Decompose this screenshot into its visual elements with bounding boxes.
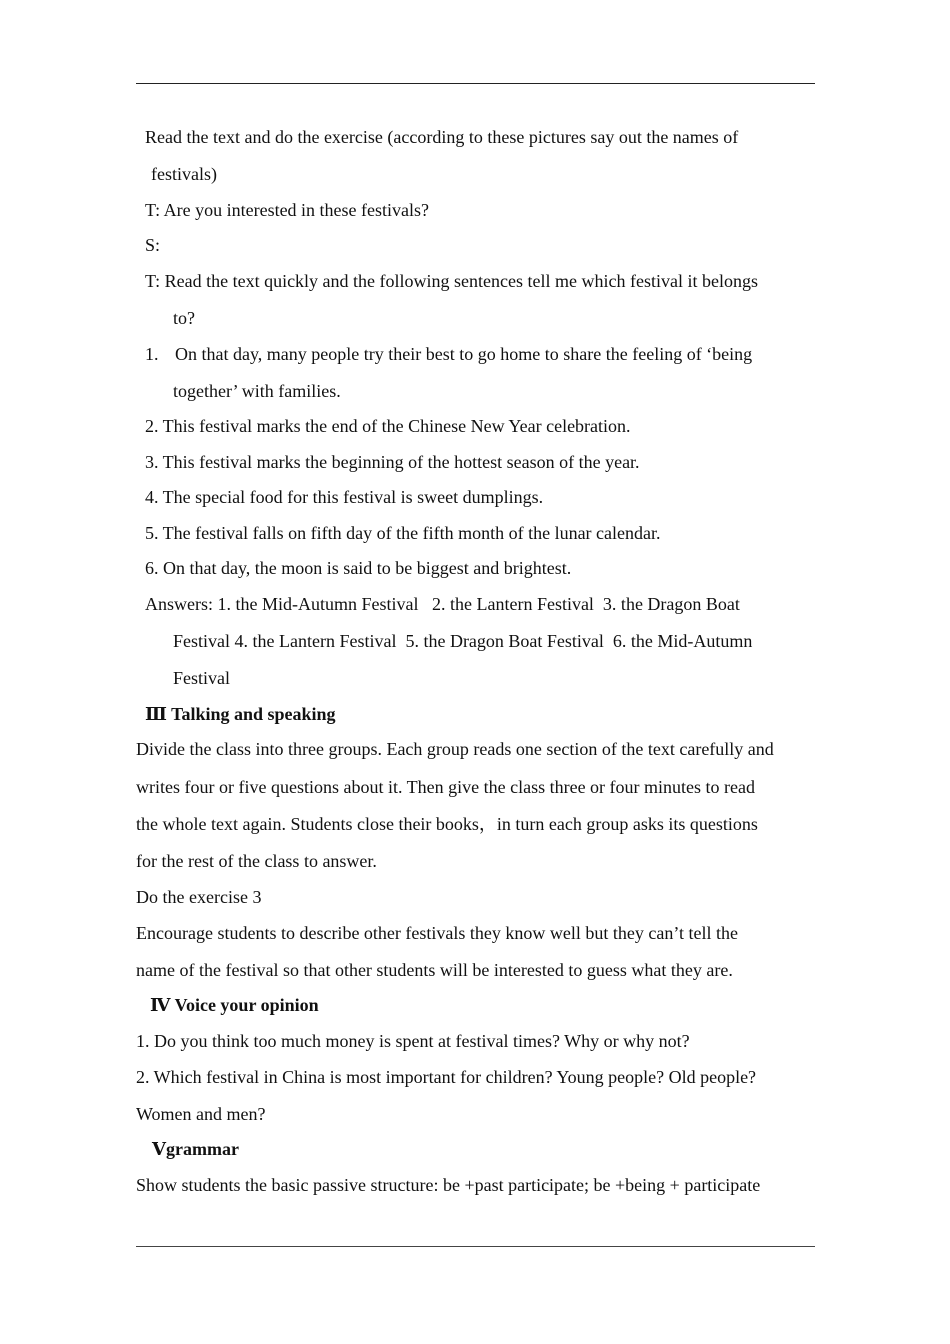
sentence-1-line-1: On that day, many people try their best to go home to share the feeling of ‘being — [175, 344, 753, 364]
section-3-paragraph-line-2: writes four or five questions about it. Then give the class three or four minutes to read — [136, 777, 756, 797]
section-3-paragraph-2-line-1: Encourage students to describe other festivals they know well but they can’t tell the — [136, 923, 738, 943]
sentence-2: 2. This festival marks the end of the Chinese New Year celebration. — [145, 416, 631, 436]
footer-rule — [136, 1246, 815, 1247]
student-label: S: — [145, 235, 161, 255]
sentence-3: 3. This festival marks the beginning of the hottest season of the year. — [145, 452, 640, 472]
intro-line-2: festivals) — [151, 164, 217, 184]
sentence-1-line-2: together’ with families. — [173, 381, 341, 401]
section-3-paragraph-2-line-2: name of the festival so that other students will be interested to guess what they are. — [136, 960, 733, 980]
opinion-question-1: 1. Do you think too much money is spent at festival times? Why or why not? — [136, 1031, 690, 1051]
section-3-heading: Ⅲ Talking and speaking — [145, 704, 336, 724]
grammar-paragraph: Show students the basic passive structure: be +past participate; be +being + participate — [136, 1175, 761, 1195]
header-rule — [136, 83, 815, 84]
answers-line-1: Answers: 1. the Mid-Autumn Festival 2. the Lantern Festival 3. the Dragon Boat — [145, 594, 740, 614]
exercise-instruction: Do the exercise 3 — [136, 887, 262, 907]
opinion-question-2-line-1: 2. Which festival in China is most important for children? Young people? Old people? — [136, 1067, 757, 1087]
sentence-6: 6. On that day, the moon is said to be biggest and brightest. — [145, 558, 572, 578]
answers-line-3: Festival — [173, 668, 230, 688]
teacher-question: T: Are you interested in these festivals? — [145, 200, 430, 220]
sentence-5: 5. The festival falls on fifth day of the fifth month of the lunar calendar. — [145, 523, 661, 543]
section-4-heading: Ⅳ Voice your opinion — [150, 995, 319, 1015]
section-5-heading: Ⅴgrammar — [152, 1139, 239, 1159]
opinion-question-2-line-2: Women and men? — [136, 1104, 266, 1124]
intro-line-1: Read the text and do the exercise (according to these pictures say out the names of — [145, 127, 739, 147]
section-3-paragraph-line-1: Divide the class into three groups. Each group reads one section of the text carefully and — [136, 739, 774, 759]
teacher-instruction-line-2: to? — [173, 308, 195, 328]
section-3-paragraph-line-4: for the rest of the class to answer. — [136, 851, 377, 871]
answers-line-2: Festival 4. the Lantern Festival 5. the Dragon Boat Festival 6. the Mid-Autumn — [173, 631, 753, 651]
sentence-4: 4. The special food for this festival is sweet dumplings. — [145, 487, 544, 507]
section-3-paragraph-line-3: the whole text again. Students close their books，in turn each group asks its questions — [136, 814, 758, 834]
teacher-instruction-line-1: T: Read the text quickly and the following sentences tell me which festival it belongs — [145, 271, 758, 291]
sentence-1-number: 1. — [145, 344, 159, 364]
